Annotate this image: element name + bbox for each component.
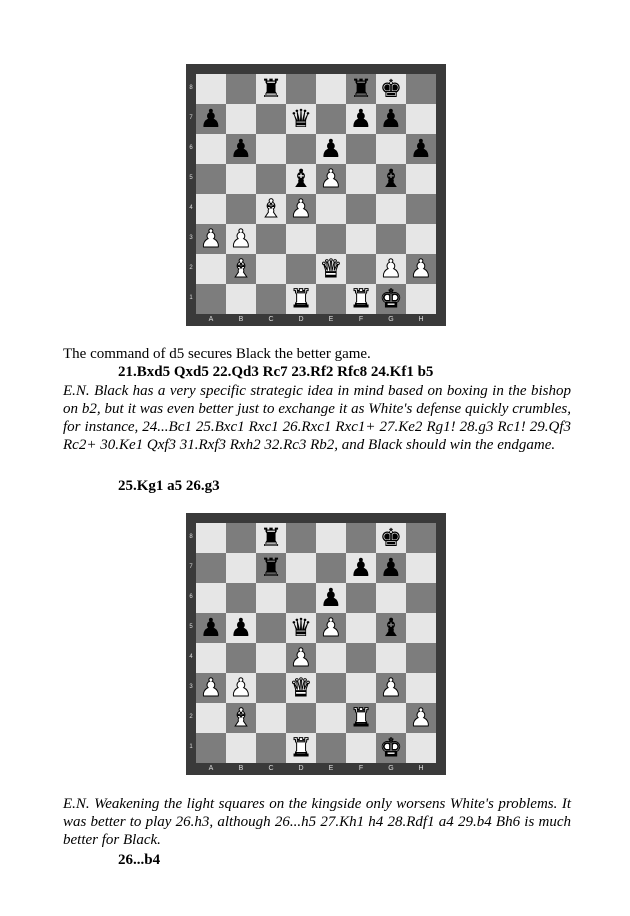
board-square — [226, 194, 256, 224]
rank-label: 8 — [189, 85, 193, 91]
rank-label: 5 — [189, 624, 193, 630]
board-square — [316, 673, 346, 703]
board-square — [316, 284, 346, 314]
white-pawn-icon: ♟ — [379, 254, 403, 283]
white-pawn-icon: ♟ — [319, 613, 343, 642]
annotation-note: E.N. Black has a very specific strategic idea in mind based on boxing in the bishop on b2, but it was even better just to exchange it as White's defense quickly crumbles, for instance, 24...Bc1 25.Bxc1 Rxc1 26.Rxc1 Rxc1+ 27.Ke2 Rg1! 28.g3 Rc1! 29.Qf3 Rc2+ 30.Ke1 Qxf3 31.Rxf3 Rxh2 32.Rc3 Rb2, and Black should win the endgame. — [63, 383, 571, 453]
board-square — [196, 134, 226, 164]
board-square — [406, 613, 436, 643]
board-square — [196, 583, 226, 613]
move-sequence: 21.Bxd5 Qxd5 22.Qd3 Rc7 23.Rf2 Rfc8 24.Kf1 b5 — [118, 364, 434, 380]
black-pawn-icon: ♟ — [229, 134, 253, 163]
black-pawn-icon: ♟ — [349, 104, 373, 133]
board-square — [406, 523, 436, 553]
board-square — [256, 583, 286, 613]
board-square — [346, 194, 376, 224]
black-pawn-icon: ♟ — [379, 553, 403, 582]
board-square — [316, 74, 346, 104]
black-rook-icon: ♜ — [259, 553, 283, 582]
black-bishop-icon: ♝ — [289, 164, 313, 193]
black-king-icon: ♚ — [379, 74, 403, 103]
board-square — [346, 733, 376, 763]
board-square — [376, 224, 406, 254]
white-rook-icon: ♜ — [289, 733, 313, 762]
black-pawn-icon: ♟ — [199, 613, 223, 642]
board-square — [226, 104, 256, 134]
rank-label: 5 — [189, 175, 193, 181]
move-sequence: 26...b4 — [118, 852, 161, 868]
file-label: F — [358, 316, 364, 323]
file-label: E — [328, 316, 334, 323]
white-pawn-icon: ♟ — [199, 673, 223, 702]
move-sequence: 25.Kg1 a5 26.g3 — [118, 478, 220, 494]
board-square — [286, 224, 316, 254]
board-square — [316, 733, 346, 763]
rank-label: 1 — [189, 744, 193, 750]
board-square — [256, 134, 286, 164]
board-square — [256, 613, 286, 643]
board-square — [226, 553, 256, 583]
file-label: B — [238, 765, 244, 772]
black-bishop-icon: ♝ — [379, 613, 403, 642]
board-square — [316, 104, 346, 134]
board-square — [406, 194, 436, 224]
chessboard — [196, 74, 436, 314]
board-square — [406, 733, 436, 763]
rank-label: 4 — [189, 654, 193, 660]
board-square — [256, 673, 286, 703]
rank-label: 2 — [189, 714, 193, 720]
board-square — [316, 194, 346, 224]
board-square — [406, 224, 436, 254]
board-square — [286, 523, 316, 553]
board-square — [256, 703, 286, 733]
rank-label: 3 — [189, 684, 193, 690]
board-square — [286, 74, 316, 104]
white-pawn-icon: ♟ — [379, 673, 403, 702]
board-square — [196, 523, 226, 553]
board-square — [256, 254, 286, 284]
rank-label: 4 — [189, 205, 193, 211]
board-square — [196, 553, 226, 583]
chess-diagram-1 — [186, 64, 446, 326]
rank-label: 7 — [189, 564, 193, 570]
white-bishop-icon: ♝ — [259, 194, 283, 223]
board-square — [406, 74, 436, 104]
board-square — [406, 164, 436, 194]
file-label: D — [298, 765, 304, 772]
board-square — [256, 104, 286, 134]
board-square — [346, 164, 376, 194]
board-square — [286, 254, 316, 284]
white-queen-icon: ♛ — [319, 254, 343, 283]
board-square — [316, 523, 346, 553]
board-square — [226, 583, 256, 613]
board-square — [196, 703, 226, 733]
board-square — [196, 74, 226, 104]
board-square — [256, 224, 286, 254]
board-square — [256, 733, 286, 763]
black-pawn-icon: ♟ — [319, 134, 343, 163]
board-square — [226, 523, 256, 553]
black-rook-icon: ♜ — [349, 74, 373, 103]
board-square — [406, 553, 436, 583]
board-square — [316, 553, 346, 583]
file-label: H — [418, 316, 424, 323]
rank-label: 6 — [189, 145, 193, 151]
file-label: C — [268, 316, 274, 323]
white-pawn-icon: ♟ — [199, 224, 223, 253]
white-king-icon: ♚ — [379, 284, 403, 313]
board-square — [196, 284, 226, 314]
board-square — [346, 224, 376, 254]
board-square — [346, 254, 376, 284]
file-label: F — [358, 765, 364, 772]
board-square — [286, 583, 316, 613]
board-square — [376, 643, 406, 673]
file-label: B — [238, 316, 244, 323]
white-pawn-icon: ♟ — [289, 194, 313, 223]
board-square — [376, 583, 406, 613]
black-pawn-icon: ♟ — [229, 613, 253, 642]
rank-label: 3 — [189, 235, 193, 241]
file-label: D — [298, 316, 304, 323]
board-square — [226, 643, 256, 673]
board-square — [226, 164, 256, 194]
board-square — [286, 703, 316, 733]
board-square — [316, 224, 346, 254]
file-label: H — [418, 765, 424, 772]
board-square — [346, 643, 376, 673]
black-king-icon: ♚ — [379, 523, 403, 552]
board-square — [406, 583, 436, 613]
board-square — [196, 254, 226, 284]
file-label: A — [208, 765, 214, 772]
board-square — [346, 523, 376, 553]
board-square — [256, 643, 286, 673]
white-queen-icon: ♛ — [289, 673, 313, 702]
white-pawn-icon: ♟ — [229, 673, 253, 702]
white-king-icon: ♚ — [379, 733, 403, 762]
black-pawn-icon: ♟ — [199, 104, 223, 133]
board-square — [406, 284, 436, 314]
file-label: E — [328, 765, 334, 772]
white-pawn-icon: ♟ — [409, 254, 433, 283]
board-square — [226, 284, 256, 314]
board-square — [196, 733, 226, 763]
white-pawn-icon: ♟ — [409, 703, 433, 732]
board-square — [346, 613, 376, 643]
black-queen-icon: ♛ — [289, 613, 313, 642]
annotation-note: E.N. Weakening the light squares on the kingside only worsens White's problems. It was better to play 26.h3, although 26...h5 27.Kh1 h4 28.Rdf1 a4 29.b4 Bh6 is much better for Black. — [63, 796, 571, 848]
white-bishop-icon: ♝ — [229, 703, 253, 732]
file-label: G — [388, 316, 394, 323]
rank-label: 7 — [189, 115, 193, 121]
file-label: A — [208, 316, 214, 323]
black-pawn-icon: ♟ — [319, 583, 343, 612]
board-square — [406, 673, 436, 703]
black-pawn-icon: ♟ — [379, 104, 403, 133]
chessboard — [196, 523, 436, 763]
board-square — [286, 553, 316, 583]
white-rook-icon: ♜ — [349, 703, 373, 732]
white-bishop-icon: ♝ — [229, 254, 253, 283]
black-rook-icon: ♜ — [259, 523, 283, 552]
rank-label: 8 — [189, 534, 193, 540]
black-bishop-icon: ♝ — [379, 164, 403, 193]
board-square — [376, 194, 406, 224]
white-pawn-icon: ♟ — [289, 643, 313, 672]
board-square — [256, 284, 286, 314]
board-square — [376, 703, 406, 733]
black-queen-icon: ♛ — [289, 104, 313, 133]
board-square — [346, 673, 376, 703]
board-square — [346, 134, 376, 164]
board-square — [316, 643, 346, 673]
rank-label: 6 — [189, 594, 193, 600]
white-pawn-icon: ♟ — [319, 164, 343, 193]
rank-label: 1 — [189, 295, 193, 301]
commentary-line: The command of d5 secures Black the better game. — [63, 346, 371, 362]
board-square — [406, 104, 436, 134]
board-square — [226, 733, 256, 763]
rank-label: 2 — [189, 265, 193, 271]
board-square — [346, 583, 376, 613]
board-square — [196, 164, 226, 194]
black-rook-icon: ♜ — [259, 74, 283, 103]
black-pawn-icon: ♟ — [349, 553, 373, 582]
file-label: C — [268, 765, 274, 772]
white-pawn-icon: ♟ — [229, 224, 253, 253]
board-square — [256, 164, 286, 194]
board-square — [406, 643, 436, 673]
board-square — [196, 643, 226, 673]
board-square — [286, 134, 316, 164]
white-rook-icon: ♜ — [289, 284, 313, 313]
chess-diagram-2 — [186, 513, 446, 775]
board-square — [226, 74, 256, 104]
board-square — [376, 134, 406, 164]
board-square — [196, 194, 226, 224]
white-rook-icon: ♜ — [349, 284, 373, 313]
black-pawn-icon: ♟ — [409, 134, 433, 163]
board-square — [316, 703, 346, 733]
file-label: G — [388, 765, 394, 772]
